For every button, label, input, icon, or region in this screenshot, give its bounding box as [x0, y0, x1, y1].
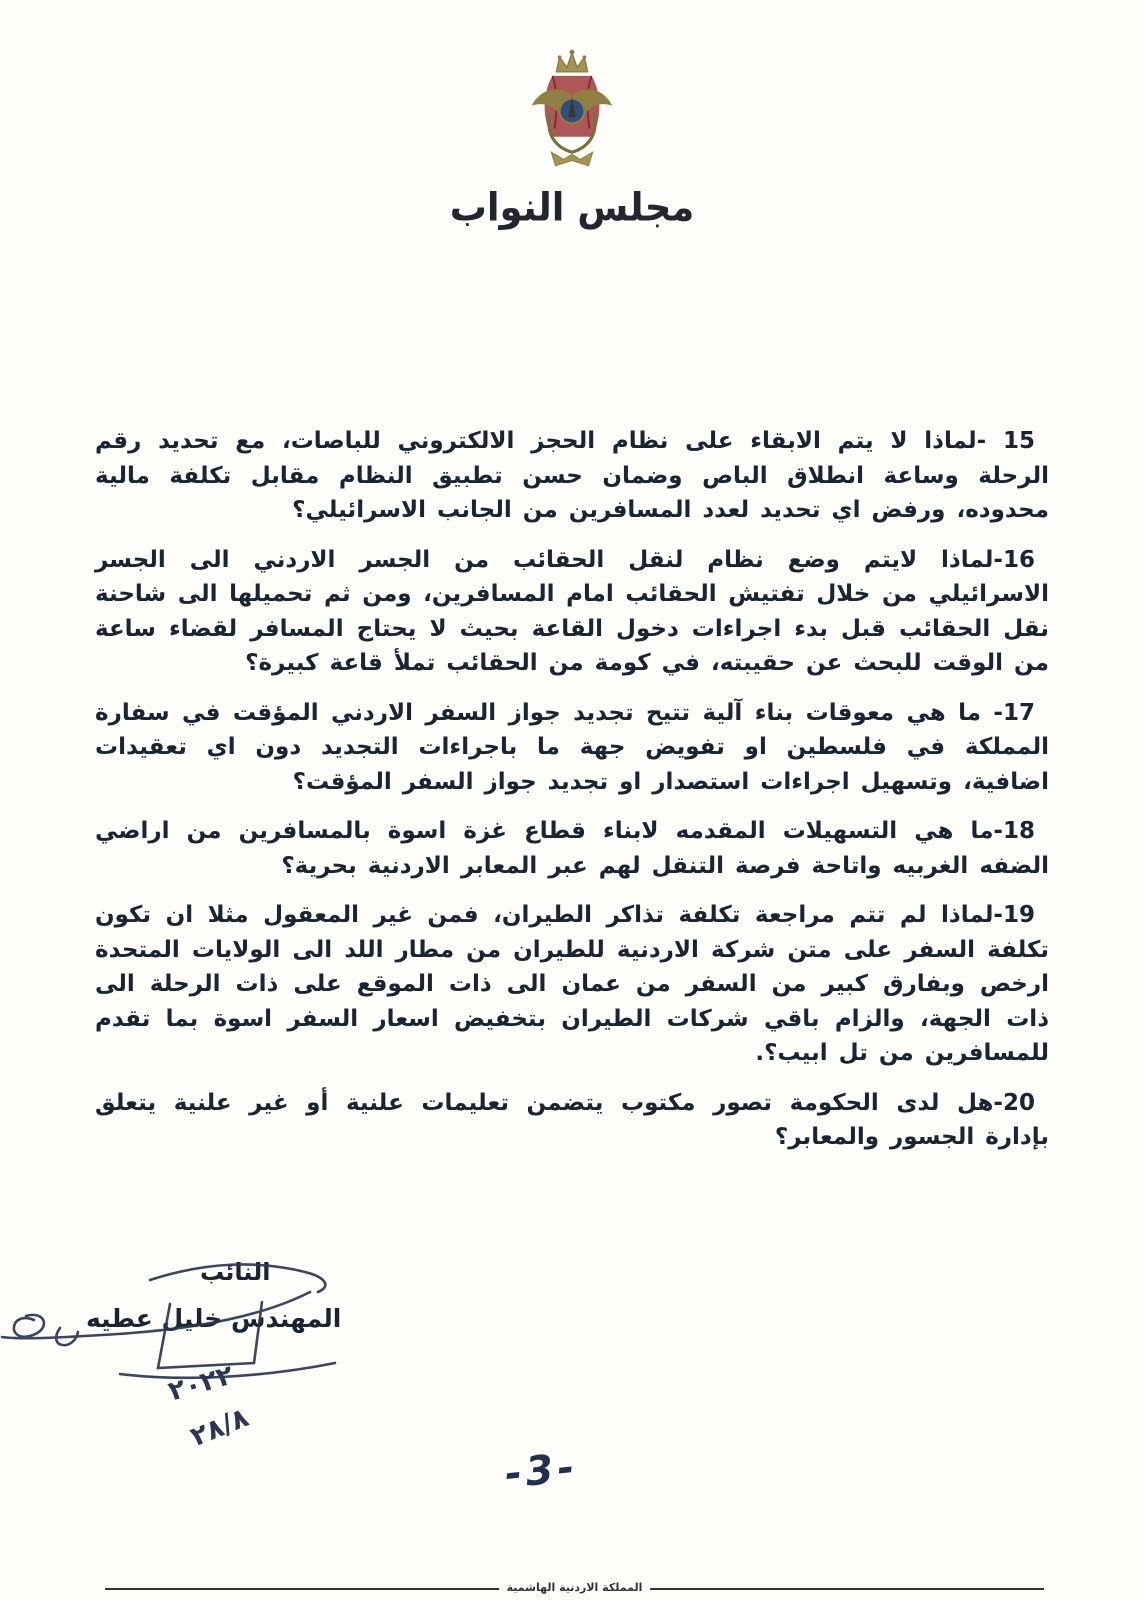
footer-rule: [105, 1581, 1044, 1594]
page-number: -3-: [502, 1444, 581, 1498]
question-paragraph-16: 16-لماذا لايتم وضع نظام لنقل الحقائب من الجسر الاردني الى الجسر الاسرائيلي من خلال تفتيش الحقائب امام المسافرين، ومن ثم تحميلها الى شاحنة نقل الحقائب قبل بدء اجراءات دخول القاعة بحيث لا يحتاج المسافر لقضاء ساعة من الوقت للبحث عن حقيبته، في كومة من الحقائب تملأ قاعة كبيرة؟: [95, 546, 1049, 676]
signatory-role-label: النائب: [200, 1258, 271, 1286]
signature-block: [0, 1250, 460, 1480]
question-paragraph-17: 17- ما هي معوقات بناء آلية تتيح تجديد جواز السفر الاردني المؤقت في سفارة المملكة في فلسطين او تفويض جهة ما باجراءات التجديد دون اي تعقيدات اضافية، وتسهيل اجراءات استصدار او تجديد جواز السفر المؤقت؟: [95, 699, 1049, 795]
signatory-name: المهندس خليل عطيه: [86, 1304, 342, 1333]
question-paragraph-15: 15 -لماذا لا يتم الابقاء على نظام الحجز الالكتروني للباصات، مع تحديد رقم الرحلة وساعة انطلاق الباص وضمان حسن تطبيق النظام مقابل تكلفة مالية محدوده، ورفض اي تحديد لعدد المسافرين من الجانب الاسرائيلي؟: [95, 428, 1049, 523]
handwritten-date-year: ٢٠٢٢: [165, 1359, 237, 1408]
letter-body: [95, 424, 1049, 1170]
jordan-coat-of-arms-icon: [520, 48, 624, 176]
handwritten-date-day-month: ٢٨/٨: [186, 1402, 253, 1453]
question-paragraph-18: 18-ما هي التسهيلات المقدمه لابناء قطاع غزة اسوة بالمسافرين من اراضي الضفه الغربيه واتاحة فرصة التنقل لهم عبر المعابر الاردنية بحرية؟: [95, 818, 1049, 879]
document-header: [0, 48, 1144, 229]
kingdom-stamp-text: المملكة الاردنية الهاشمية: [499, 1581, 651, 1594]
question-paragraph-20: 20-هل لدى الحكومة تصور مكتوب يتضمن تعليمات علنية أو غير علنية يتعلق بإدارة الجسور والمعابر؟: [95, 1089, 1049, 1150]
parliament-title: مجلس النواب: [449, 184, 695, 231]
question-paragraph-19: 19-لماذا لم تتم مراجعة تكلفة تذاكر الطيران، فمن غير المعقول مثلا ان تكون تكلفة السفر على متن شركة الاردنية للطيران من مطار اللد الى الولايات المتحدة ارخص وبفارق كبير من السفر من عمان الى ذات الموقع على ذات الرحلة الى ذات الجهة، والزام باقي شركات الطيران بتخفيض اسعار السفر اسوة بما تقدم للمسافرين من تل ابيب؟.: [95, 902, 1049, 1066]
